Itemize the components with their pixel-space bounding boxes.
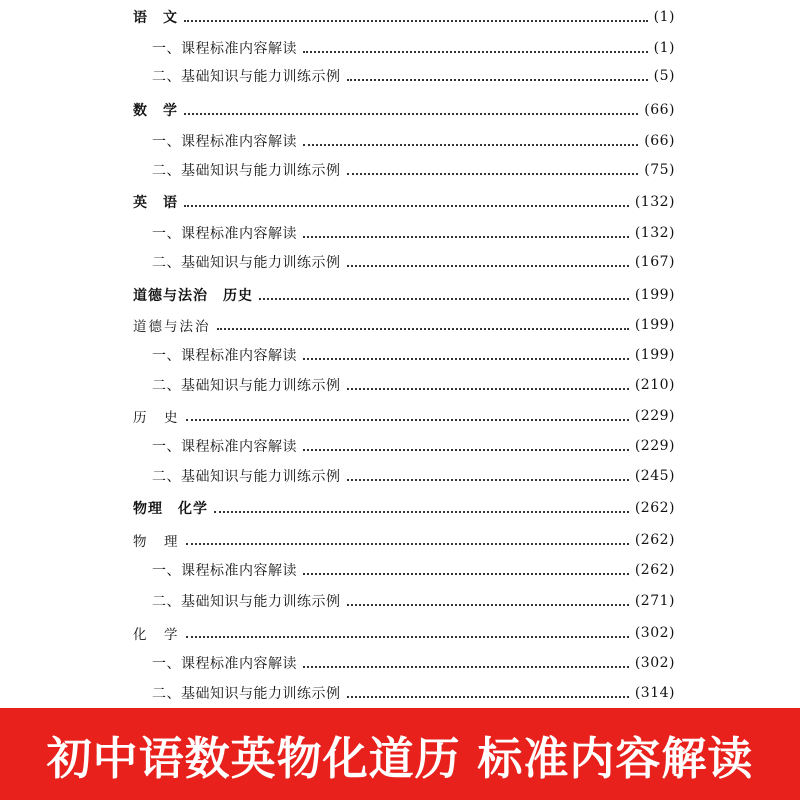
toc-subentry[interactable]	[152, 127, 675, 155]
leader-dots	[303, 572, 629, 575]
toc-entry-label: 道德与法治 历史	[133, 288, 253, 304]
toc-page-number: (302)	[634, 655, 675, 671]
toc-entry-physics-chemistry[interactable]	[133, 494, 675, 522]
toc-entry-label: 二、基础知识与能力训练示例	[152, 378, 341, 394]
toc-page-number: (229)	[634, 408, 675, 424]
toc-entry-label: 化 学	[133, 627, 180, 643]
leader-dots	[347, 387, 629, 390]
leader-dots	[347, 172, 639, 175]
toc-page-number: (75)	[644, 162, 675, 178]
toc-entry-math[interactable]	[133, 96, 675, 124]
toc-entry-morality-history[interactable]	[133, 281, 675, 309]
promo-banner	[0, 708, 800, 800]
toc-entry-label: 二、基础知识与能力训练示例	[152, 686, 341, 702]
toc-entry-label: 一、课程标准内容解读	[152, 348, 297, 364]
toc-entry-label: 一、课程标准内容解读	[152, 439, 297, 455]
toc-page-number: (262)	[634, 562, 675, 578]
toc-subentry[interactable]	[152, 62, 675, 90]
toc-entry-label: 一、课程标准内容解读	[152, 134, 297, 150]
toc-page-number: (199)	[634, 317, 675, 333]
toc-page-number: (314)	[634, 685, 675, 701]
leader-dots	[186, 635, 629, 638]
leader-dots	[347, 78, 648, 81]
toc-entry-label: 物理 化学	[133, 501, 208, 517]
toc-page-number: (1)	[653, 9, 675, 25]
toc-page-number: (229)	[634, 438, 675, 454]
toc-entry-label: 一、课程标准内容解读	[152, 656, 297, 672]
toc-entry-label: 英 语	[133, 195, 178, 211]
toc-subentry[interactable]	[152, 219, 675, 247]
leader-dots	[347, 478, 629, 481]
toc-entry-physics[interactable]	[133, 526, 675, 554]
toc-entry-label: 二、基础知识与能力训练示例	[152, 594, 341, 610]
toc-entry-english[interactable]	[133, 188, 675, 216]
leader-dots	[184, 19, 648, 22]
toc-entry-label: 二、基础知识与能力训练示例	[152, 163, 341, 179]
leader-dots	[214, 510, 629, 513]
toc-entry-morality-law[interactable]	[133, 311, 675, 339]
toc-entry-label: 二、基础知识与能力训练示例	[152, 255, 341, 271]
leader-dots	[303, 357, 629, 360]
toc-page-number: (271)	[634, 593, 675, 609]
toc-subentry[interactable]	[152, 649, 675, 677]
leader-dots	[186, 542, 629, 545]
leader-dots	[186, 418, 629, 421]
leader-dots	[184, 204, 629, 207]
leader-dots	[303, 448, 629, 451]
toc-subentry[interactable]	[152, 679, 675, 707]
leader-dots	[347, 264, 629, 267]
toc-page-number: (210)	[634, 377, 675, 393]
toc-subentry[interactable]	[152, 34, 675, 62]
toc-subentry[interactable]	[152, 248, 675, 276]
toc-entry-chemistry[interactable]	[133, 619, 675, 647]
toc-subentry[interactable]	[152, 432, 675, 460]
toc-page-number: (1)	[653, 40, 675, 56]
toc-entry-label: 二、基础知识与能力训练示例	[152, 69, 341, 85]
toc-subentry[interactable]	[152, 587, 675, 615]
banner-text: 初中语数英物化道历 标准内容解读	[46, 731, 754, 785]
toc-entry-label: 道德与法治	[133, 319, 211, 335]
toc-entry-label: 一、课程标准内容解读	[152, 563, 297, 579]
leader-dots	[303, 143, 638, 146]
toc-entry-label: 语 文	[133, 10, 178, 26]
toc-entry-label: 一、课程标准内容解读	[152, 226, 297, 242]
leader-dots	[303, 235, 629, 238]
toc-page-number: (262)	[634, 532, 675, 548]
leader-dots	[217, 327, 629, 330]
toc-subentry[interactable]	[152, 341, 675, 369]
leader-dots	[303, 50, 648, 53]
toc-page-number: (66)	[644, 102, 675, 118]
toc-subentry[interactable]	[152, 462, 675, 490]
toc-entry-label: 历 史	[133, 410, 180, 426]
leader-dots	[347, 603, 629, 606]
leader-dots	[184, 112, 638, 115]
toc-entry-chinese[interactable]	[133, 3, 675, 31]
toc-page-number: (5)	[653, 68, 675, 84]
toc-entry-label: 一、课程标准内容解读	[152, 41, 297, 57]
toc-entry-label: 物 理	[133, 534, 180, 550]
toc-page-number: (199)	[634, 347, 675, 363]
toc-page-number: (302)	[634, 625, 675, 641]
toc-page-number: (132)	[634, 194, 675, 210]
toc-page-number: (262)	[634, 500, 675, 516]
toc-subentry[interactable]	[152, 371, 675, 399]
toc-page-number: (245)	[634, 468, 675, 484]
toc-page-number: (132)	[634, 225, 675, 241]
toc-entry-history[interactable]	[133, 402, 675, 430]
leader-dots	[303, 665, 629, 668]
toc-entry-label: 数 学	[133, 103, 178, 119]
toc-page-number: (167)	[634, 254, 675, 270]
toc-entry-label: 二、基础知识与能力训练示例	[152, 469, 341, 485]
leader-dots	[347, 695, 629, 698]
toc-subentry[interactable]	[152, 556, 675, 584]
toc-page-number: (66)	[644, 133, 675, 149]
toc-page-number: (199)	[634, 287, 675, 303]
toc-subentry[interactable]	[152, 156, 675, 184]
leader-dots	[259, 297, 629, 300]
